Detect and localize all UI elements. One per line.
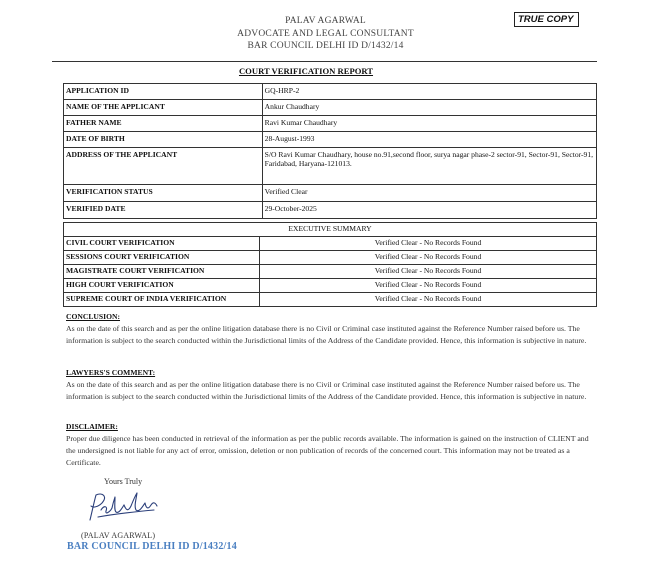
- summary-value: Verified Clear - No Records Found: [260, 237, 597, 251]
- disclaimer-section: [66, 421, 591, 469]
- details-row: [64, 100, 597, 116]
- summary-row: [64, 293, 597, 307]
- advocate-bar-id: BAR COUNCIL DELHI ID D/1432/14: [247, 41, 404, 51]
- details-row: [64, 132, 597, 148]
- details-row: [64, 148, 597, 185]
- summary-value: Verified Clear - No Records Found: [260, 293, 597, 307]
- summary-row: [64, 251, 597, 265]
- details-label: VERIFIED DATE: [64, 202, 263, 219]
- details-label: APPLICATION ID: [64, 84, 263, 100]
- disclaimer-heading: DISCLAIMER:: [66, 422, 118, 431]
- summary-heading-row: [64, 223, 597, 237]
- details-value: Ankur Chaudhary: [262, 100, 596, 116]
- details-value: S/O Ravi Kumar Chaudhary, house no.91,second floor, surya nagar phase-2 sector-91, Sector-91, Sector-91, Faridabad, Haryana-121013.: [262, 148, 596, 185]
- summary-label: CIVIL COURT VERIFICATION: [64, 237, 260, 251]
- advocate-name: PALAV AGARWAL: [285, 16, 366, 26]
- signer-bar-id: BAR COUNCIL DELHI ID D/1432/14: [67, 541, 237, 552]
- true-copy-stamp: TRUE COPY: [514, 12, 579, 27]
- details-value: GQ-HRP-2: [262, 84, 596, 100]
- summary-label: SESSIONS COURT VERIFICATION: [64, 251, 260, 265]
- details-value: 29-October-2025: [262, 202, 596, 219]
- summary-value: Verified Clear - No Records Found: [260, 251, 597, 265]
- summary-value: Verified Clear - No Records Found: [260, 265, 597, 279]
- details-label: FATHER NAME: [64, 116, 263, 132]
- conclusion-text: As on the date of this search and as per the online litigation database there is no Civil or Criminal case instituted against the Reference Number raised before us. The information is subject to the search conducted within the Jurisdictional limits of the Address of the Candidate provided. Hence, this information is subjective in nature.: [66, 324, 587, 345]
- report-title: COURT VERIFICATION REPORT: [238, 66, 374, 76]
- conclusion-heading: CONCLUSION:: [66, 312, 121, 321]
- applicant-details-table: [63, 83, 597, 219]
- details-label: VERIFICATION STATUS: [64, 185, 263, 202]
- lawyers-comment-section: [66, 367, 591, 403]
- details-label: NAME OF THE APPLICANT: [64, 100, 263, 116]
- disclaimer-text: Proper due diligence has been conducted in retrieval of the information as per the public records available. The information is gained on the instruction of CLIENT and the undersigned is not liable for any act of error, omission, deletion or non publication of records of the concerned court. This information may not be treated as a Certificate.: [66, 434, 589, 467]
- lawyers-comment-heading: LAWYERS'S COMMENT:: [66, 368, 156, 377]
- lawyers-comment-text: As on the date of this search and as per the online litigation database there is no Civil or Criminal case instituted against the Reference Number raised before us. The information is subject to the search conducted within the Jurisdictional limits of the Address of the Candidate provided. Hence, this information is subjective in nature.: [66, 380, 587, 401]
- header-divider: [52, 61, 597, 62]
- summary-label: SUPREME COURT OF INDIA VERIFICATION: [64, 293, 260, 307]
- details-row: [64, 202, 597, 219]
- signature-image: [84, 490, 164, 524]
- summary-label: MAGISTRATE COURT VERIFICATION: [64, 265, 260, 279]
- details-value: 28-August-1993: [262, 132, 596, 148]
- details-value: Ravi Kumar Chaudhary: [262, 116, 596, 132]
- summary-row: [64, 279, 597, 293]
- advocate-designation: ADVOCATE AND LEGAL CONSULTANT: [237, 28, 414, 39]
- details-row: [64, 185, 597, 202]
- summary-row: [64, 237, 597, 251]
- closing-salutation: Yours Truly: [104, 477, 143, 486]
- summary-heading: EXECUTIVE SUMMARY: [64, 223, 597, 237]
- conclusion-section: [66, 311, 591, 347]
- summary-label: HIGH COURT VERIFICATION: [64, 279, 260, 293]
- signer-name: (PALAV AGARWAL): [81, 531, 156, 540]
- details-value: Verified Clear: [262, 185, 596, 202]
- details-label: DATE OF BIRTH: [64, 132, 263, 148]
- details-row: [64, 84, 597, 100]
- summary-value: Verified Clear - No Records Found: [260, 279, 597, 293]
- summary-row: [64, 265, 597, 279]
- details-row: [64, 116, 597, 132]
- executive-summary-table: [63, 222, 597, 307]
- details-label: ADDRESS OF THE APPLICANT: [64, 148, 263, 185]
